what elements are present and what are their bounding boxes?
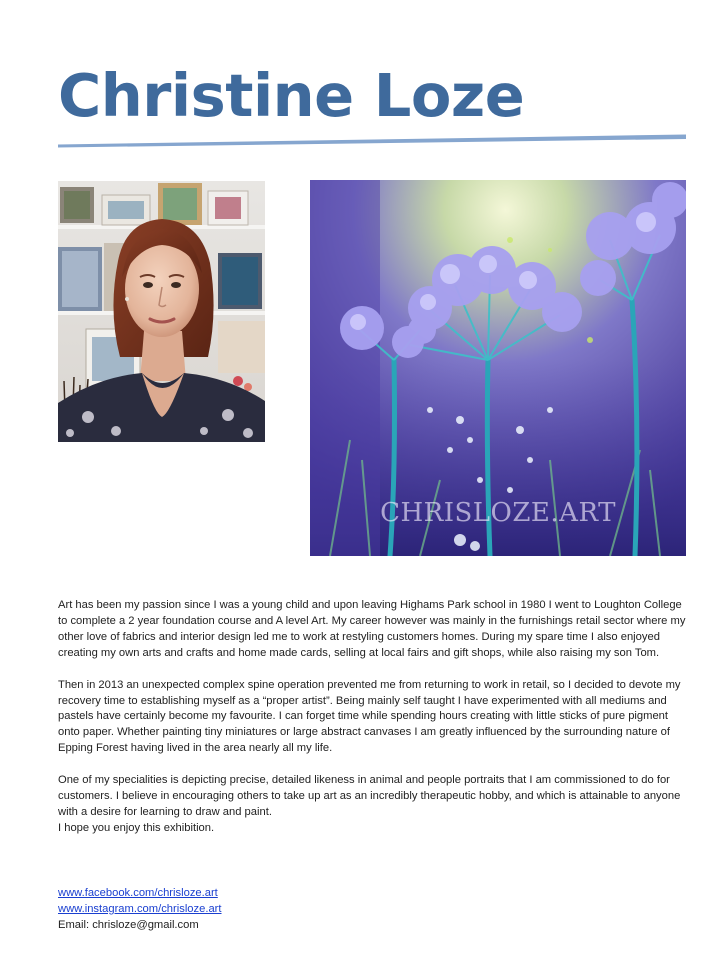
bio-paragraph-1: Art has been my passion since I was a young child and upon leaving Highams Park school in 1980 I went to Loughton College to complete a 2 year foundation course and A level Art. My career however was mainly in the furnishings retail sector where my other love of fabrics and interior design led me to work at restyling customers homes. During my spare time I also enjoyed creating my own arts and crafts and home made cards, selling at local fairs and gift shops, while also raising my son Tom. [58,599,686,659]
contact-links [58,886,222,934]
bio-text [58,598,688,837]
facebook-link[interactable]: www.facebook.com/chrisloze.art [58,887,218,899]
email-text: Email: chrisloze@gmail.com [58,918,199,931]
bio-paragraph-3: One of my specialities is depicting precise, detailed likeness in animal and people portraits that I am commissioned to do for customers. I believe in encouraging others to take up art as an incredibly therapeutic hobby, and which is attainable to anyone with a desire for learning to draw and paint. [58,774,681,818]
painting-image [310,180,686,556]
page-title: Christine Loze [58,61,525,130]
portrait-photo [58,181,265,442]
closing-line: I hope you enjoy this exhibition. [58,821,215,834]
instagram-link[interactable]: www.instagram.com/chrisloze.art [58,902,222,915]
watermark-text: CHRISLOZE.ART [380,498,616,528]
bio-paragraph-2: Then in 2013 an unexpected complex spine operation prevented me from returning to work in retail, so I decided to devote my recovery time to establishing myself as a “proper artist”. Being mainly self taught I have experimented with all mediums and pastels have certainly become my favourite. I can forget time while spending hours creating with little sticks of pure pigment onto paper. Whether painting tiny miniatures or large abstract canvases I am greatly influenced by the surrounding nature of Epping Forest having lived in the area nearly all my life. [58,678,681,755]
title-underline [0,0,720,160]
